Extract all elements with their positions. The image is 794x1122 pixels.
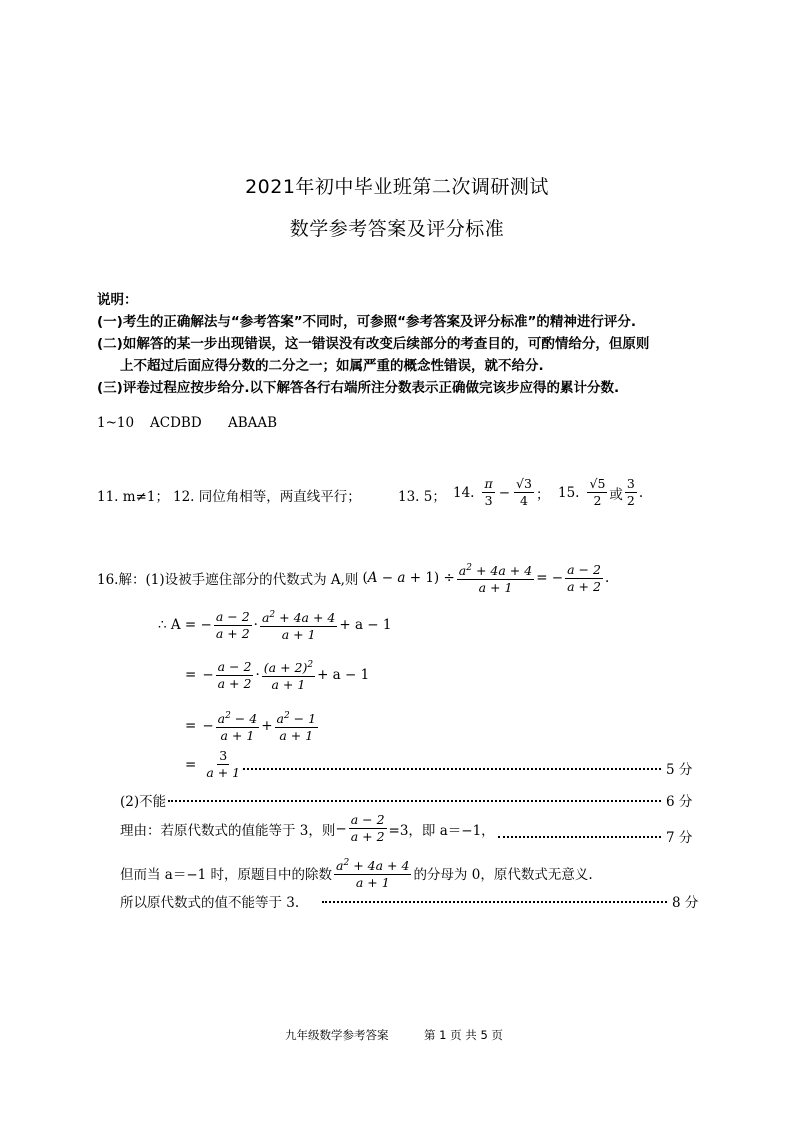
fraction-a2-4a-4-over-a1: $\frac{a^2 + 4a + 4}{a + 1}$ — [260, 607, 337, 643]
answer-15-or: 或 — [609, 486, 623, 503]
notes-heading: 说明： — [97, 292, 138, 308]
note-item-2: (二)如解答的某一步出现错误，这一错误没有改变后续部分的考查目的，可酌情给分，但原则 — [97, 336, 650, 352]
fraction-a-2-over-a2: $\frac{a - 2}{a + 2}$ — [567, 561, 601, 594]
q16-conclusion: 所以原代数式的值不能等于 3. — [120, 895, 300, 911]
fraction-sqrt5-over-2: $\frac{√5}{2}$ — [589, 476, 606, 508]
q16-reason-a: 理由：若原代数式的值能等于 3，则 — [120, 822, 336, 839]
equals-sign: = — [185, 667, 197, 684]
note-item-1: (一)考生的正确解法与“参考答案”不同时，可参照“参考答案及评分标准”的精神进行评分. — [97, 314, 636, 330]
page-subtitle: 数学参考答案及评分标准 — [289, 218, 505, 240]
footer-label: 九年级数学参考答案 — [285, 1028, 389, 1042]
answer-15-end: . — [638, 484, 644, 501]
q16-step1-prefix: ∴ A = − — [158, 617, 212, 634]
answer-15 — [558, 476, 643, 509]
answer-13: 13. 5； — [398, 489, 446, 505]
answer-11: 11. m≠1； — [97, 489, 169, 505]
score-leader-6 — [168, 800, 661, 802]
fraction-a-2-over-a2: $\frac{a - 2}{a + 2}$ — [350, 812, 385, 844]
fraction-a-2-over-a2: $\frac{a - 2}{a + 2}$ — [215, 608, 250, 641]
score-8: 8 分 — [672, 895, 699, 911]
choice-range: 1~10 — [97, 415, 135, 431]
q16-but-a: 但而当 a＝−1 时，原题目中的除数 — [120, 867, 333, 884]
q16-intro-line: 16.解：(1)设被手遮住部分的代数式为 A,则 (A − a + 1) ÷ $\frac{a^2 + 4a + 4}{a + 1}$ = − $\frac{a - 2}{a + 2}$ . — [97, 561, 610, 596]
q16-tail-1: + a − 1 — [339, 617, 392, 634]
q16-step-4 — [185, 748, 244, 781]
score-5: 5 分 — [666, 762, 693, 778]
q16-step-3: = − $\frac{a^2 - 4}{a + 1}$ + $\frac{a^2 - 1}{a + 1}$ — [185, 708, 320, 744]
fraction-a2-minus-4-over-a1: $\frac{a^2 - 4}{a + 1}$ — [216, 708, 260, 744]
choice-answers-1: ACDBD — [150, 415, 202, 431]
answer-14: 14. $\frac{\pi}{3}$ − $\frac{√3}{4}$ ； — [453, 476, 550, 508]
score-7: 7 分 — [666, 830, 693, 846]
answer-14-label: 14. — [453, 484, 475, 501]
q16-reason: 理由：若原代数式的值能等于 3，则 − $\frac{a - 2}{a + 2}$ =3，即 a＝−1， — [120, 812, 495, 844]
note-item-3: (三)评卷过程应按步给分.以下解答各行右端所注分数表示正确做完该步应得的累计分数. — [97, 380, 620, 396]
score-leader-5 — [243, 768, 661, 770]
answer-15-label: 15. — [558, 484, 580, 501]
fraction-a2-4a-4-over-a1: $\frac{a^2 + 4a + 4}{a + 1}$ — [334, 855, 411, 891]
score-6: 6 分 — [666, 794, 693, 810]
equals-sign: = — [185, 718, 197, 735]
fraction-pi-over-3: $\frac{\pi}{3}$ — [484, 476, 493, 508]
fraction-3-over-2: $\frac{3}{2}$ — [626, 476, 635, 508]
q16-but-b: 的分母为 0，原代数式无意义. — [413, 867, 593, 884]
answer-14-end: ； — [535, 486, 550, 503]
choice-answers-2: ABAAB — [228, 415, 278, 431]
q16-intro: 16.解：(1)设被手遮住部分的代数式为 A,则 — [97, 572, 359, 589]
q16-reason-b: =3，即 a＝−1， — [388, 822, 495, 839]
score-leader-8 — [322, 901, 667, 903]
q16-step-2: = − $\frac{a - 2}{a + 2}$ · $\frac{(a + 2)^2}{a + 1}$ + a − 1 — [185, 658, 370, 693]
page-title: 2021年初中毕业班第二次调研测试 — [245, 176, 549, 198]
fraction-sqrt3-over-4: $\frac{√3}{4}$ — [516, 476, 532, 508]
answer-12: 12. 同位角相等，两直线平行； — [173, 489, 361, 505]
q16-tail-2: + a − 1 — [317, 667, 370, 684]
footer-page: 第 1 页 共 5 页 — [424, 1028, 503, 1042]
fraction-a-2-over-a2: $\frac{a - 2}{a + 2}$ — [217, 658, 252, 691]
fraction-a2-minus-1-over-a1: $\frac{a^2 - 1}{a + 1}$ — [275, 708, 319, 744]
q16-but — [120, 855, 593, 891]
note-item-2-cont: 上不超过后面应得分数的二分之一；如属严重的概念性错误，就不给分. — [120, 358, 544, 374]
fraction-a2-4a-4-over-a1: $\frac{a^2 + 4a + 4}{a + 1}$ — [457, 560, 534, 596]
q16-part-2: (2)不能 — [120, 794, 167, 810]
q16-step-1: ∴ A = − $\frac{a - 2}{a + 2}$ · $\frac{a^2 + 4a + 4}{a + 1}$ + a − 1 — [158, 608, 392, 643]
fraction-3-over-a1: $\frac{3}{a + 1}$ — [206, 748, 241, 780]
score-leader-7 — [498, 836, 661, 838]
equals-sign: = — [185, 756, 197, 773]
fraction-a2-squared-over-a1: $\frac{(a + 2)^2}{a + 1}$ — [262, 657, 315, 693]
